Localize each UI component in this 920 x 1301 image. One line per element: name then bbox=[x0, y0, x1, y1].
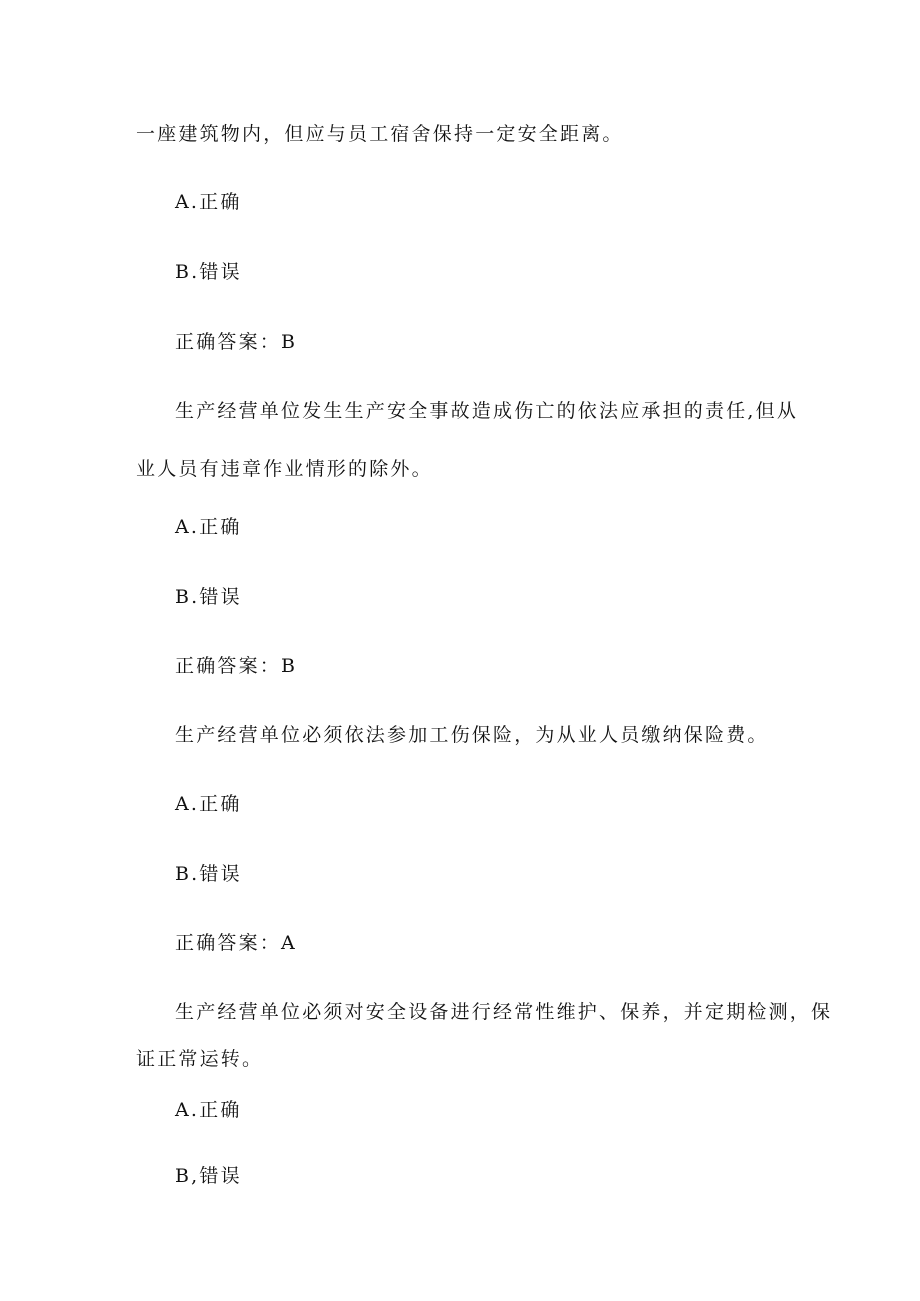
question-2-option-a: A.正确 bbox=[175, 516, 242, 538]
question-3-text: 生产经营单位必须依法参加工伤保险，为从业人员缴纳保险费。 bbox=[175, 724, 769, 746]
question-3-option-a: A.正确 bbox=[175, 793, 242, 815]
question-4-text-line-2: 证正常运转。 bbox=[136, 1048, 264, 1070]
question-1-answer: 正确答案：B bbox=[175, 331, 298, 353]
question-2-text-line-1: 生产经营单位发生生产安全事故造成伤亡的依法应承担的责任,但从 bbox=[175, 400, 799, 422]
question-2-text-line-2: 业人员有违章作业情形的除外。 bbox=[136, 458, 433, 480]
question-4-text-line-1: 生产经营单位必须对安全设备进行经常性维护、保养，并定期检测，保 bbox=[175, 1001, 833, 1023]
question-1-option-a: A.正确 bbox=[175, 191, 242, 213]
question-3-answer: 正确答案：A bbox=[175, 932, 297, 954]
question-1-option-b: B.错误 bbox=[175, 261, 242, 283]
question-3-option-b: B.错误 bbox=[175, 863, 242, 885]
question-2-answer: 正确答案：B bbox=[175, 655, 298, 677]
question-2-option-b: B.错误 bbox=[175, 586, 242, 608]
question-4-option-a: A.正确 bbox=[175, 1099, 242, 1121]
question-1-text-continued: 一座建筑物内，但应与员工宿舍保持一定安全距离。 bbox=[136, 123, 624, 145]
question-4-option-b: B,错误 bbox=[175, 1165, 242, 1187]
